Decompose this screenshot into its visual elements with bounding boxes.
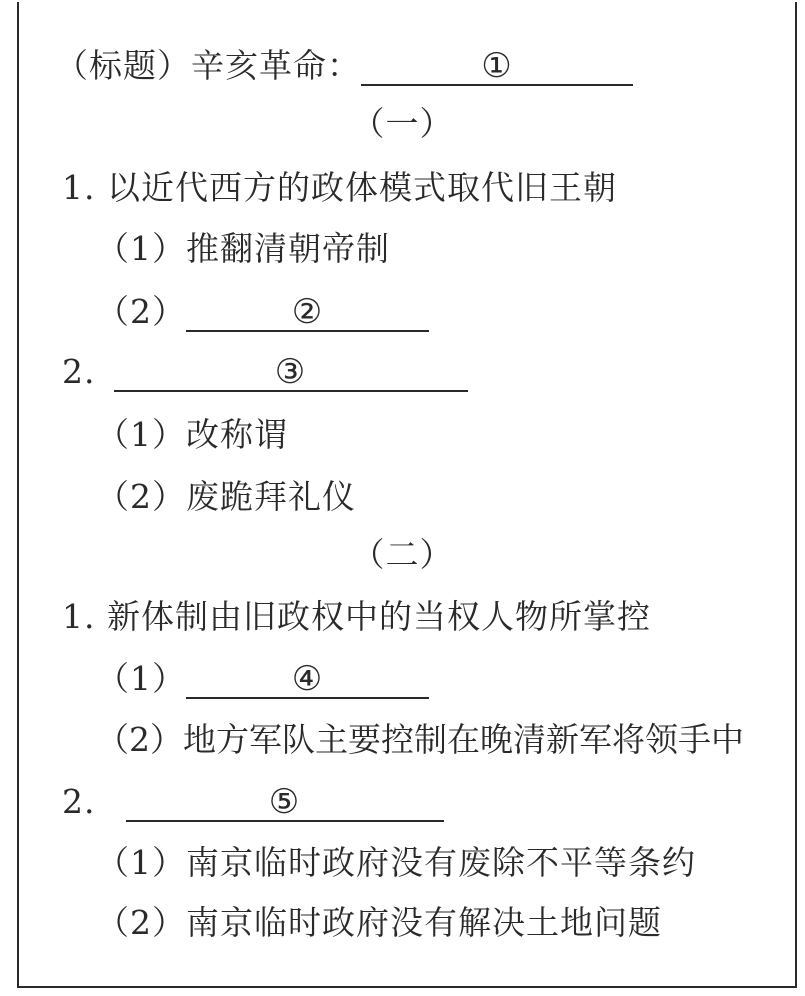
title-prefix: （标题）辛亥革命： <box>55 46 361 85</box>
s1-item-1-sub-2-prefix: （2） <box>96 292 186 331</box>
s1-item-1: 1. 以近代西方的政体模式取代旧王朝 <box>62 168 617 207</box>
s2-item-1: 1. 新体制由旧政权中的当权人物所掌控 <box>62 597 651 636</box>
s2-item-2-prefix: 2. <box>62 782 96 821</box>
blank-1-mark: ① <box>481 46 513 86</box>
blank-3 <box>114 352 468 392</box>
s2-item-2-sub-2: （2）南京临时政府没有解决土地问题 <box>96 903 662 942</box>
s1-item-2-sub-2: （2）废跪拜礼仪 <box>96 477 356 516</box>
blank-2 <box>186 292 429 332</box>
blank-3-mark: ③ <box>274 352 307 392</box>
title-line <box>55 46 633 86</box>
section-1-heading: （一） <box>351 104 454 143</box>
s2-item-2 <box>62 782 444 822</box>
s1-item-2 <box>62 352 468 392</box>
s1-item-2-prefix: 2. <box>62 352 96 391</box>
blank-4-mark: ④ <box>291 659 324 699</box>
blank-4 <box>186 659 429 699</box>
s2-item-1-sub-1-prefix: （1） <box>96 659 186 698</box>
section-2-heading: （二） <box>351 535 454 574</box>
blank-5 <box>126 782 444 822</box>
s1-item-2-sub-1: （1）改称谓 <box>96 415 288 454</box>
s2-item-1-sub-2: （2）地方军队主要控制在晚清新军将领手中 <box>96 720 744 759</box>
blank-1 <box>361 46 633 86</box>
s1-item-1-sub-2 <box>96 292 429 332</box>
blank-2-mark: ② <box>291 292 324 332</box>
s1-item-1-sub-1: （1）推翻清朝帝制 <box>96 229 390 268</box>
s2-item-2-sub-1: （1）南京临时政府没有废除不平等条约 <box>96 843 696 882</box>
s2-item-1-sub-1 <box>96 659 429 699</box>
blank-5-mark: ⑤ <box>268 782 301 822</box>
